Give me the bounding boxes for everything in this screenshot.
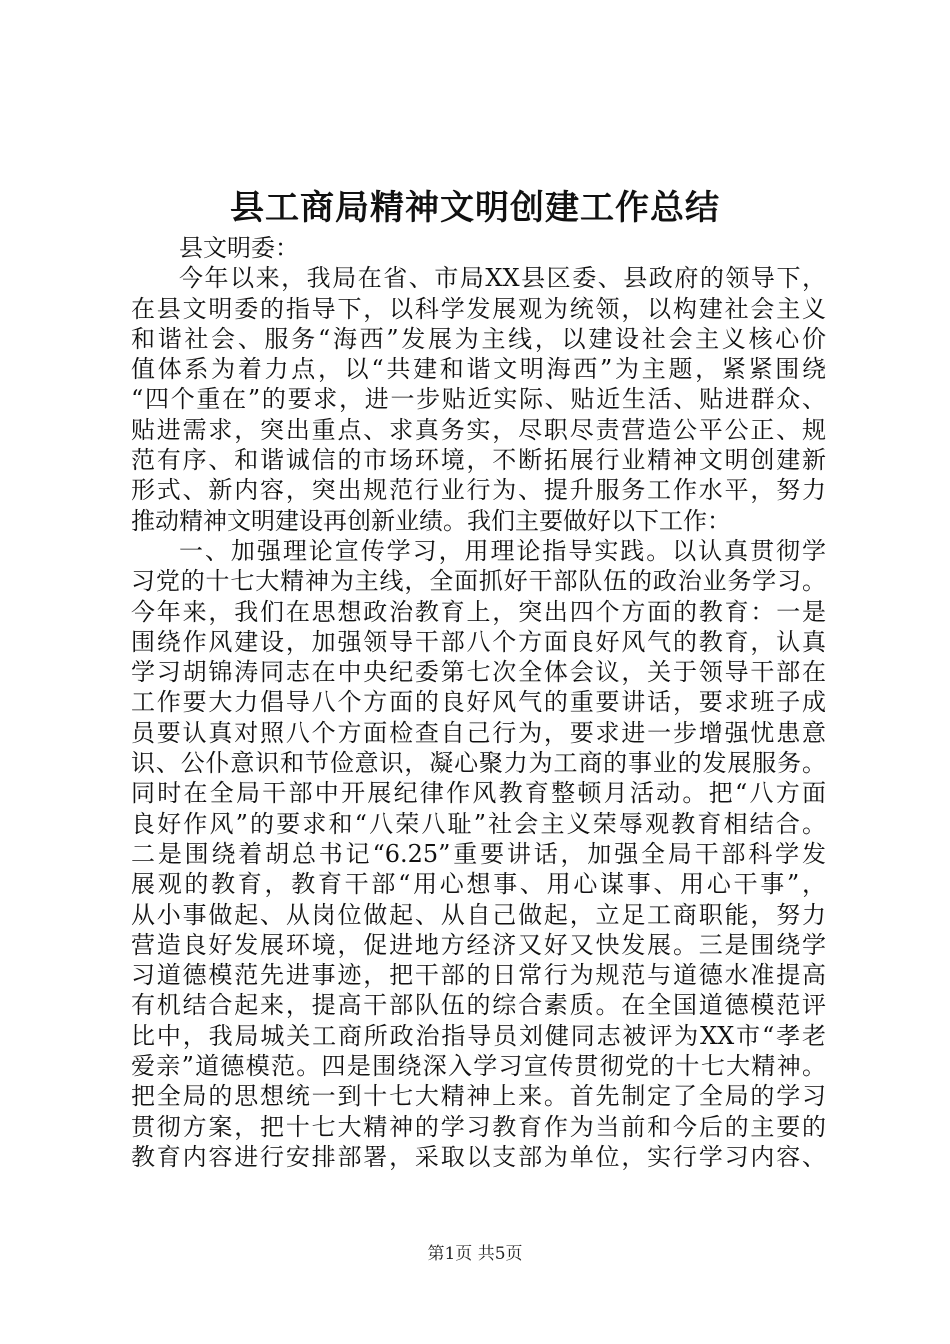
body-line: “四个重在”的要求，进一步贴近实际、贴近生活、贴进群众、 [131, 385, 826, 414]
body-line: 把全局的思想统一到十七大精神上来。首先制定了全局的学习 [131, 1082, 826, 1111]
body-line: 比中，我局城关工商所政治指导员刘健同志被评为XX市“孝老 [131, 1021, 826, 1050]
body-line: 在县文明委的指导下，以科学发展观为统领，以构建社会主义 [131, 294, 826, 323]
body-line: 员要认真对照八个方面检查自己行为，要求进一步增强忧患意 [131, 718, 826, 747]
body-line: 今年来，我们在思想政治教育上，突出四个方面的教育：一是 [131, 597, 826, 626]
body-line: 营造良好发展环境，促进地方经济又好又快发展。三是围绕学 [131, 930, 826, 959]
document-body [131, 233, 826, 1172]
body-line: 推动精神文明建设再创新业绩。我们主要做好以下工作： [131, 506, 731, 535]
body-line: 从小事做起、从岗位做起、从自己做起，立足工商职能，努力 [131, 900, 826, 929]
body-line: 贯彻方案，把十七大精神的学习教育作为当前和今后的主要的 [131, 1112, 826, 1141]
body-line: 爱亲”道德模范。四是围绕深入学习宣传贯彻党的十七大精神。 [131, 1052, 826, 1081]
body-line: 良好作风”的要求和“八荣八耻”社会主义荣辱观教育相结合。 [131, 809, 826, 838]
body-line: 县文明委： [179, 234, 299, 262]
body-line: 形式、新内容，突出规范行业行为、提升服务工作水平，努力 [131, 476, 826, 505]
body-line: 教育内容进行安排部署，采取以支部为单位，实行学习内容、 [131, 1142, 826, 1171]
body-line: 展观的教育，教育干部“用心想事、用心谋事、用心干事”， [131, 870, 826, 899]
body-line: 习道德模范先进事迹，把干部的日常行为规范与道德水准提高 [131, 961, 826, 990]
body-line: 值体系为着力点，以“共建和谐文明海西”为主题，紧紧围绕 [131, 355, 826, 384]
body-line: 贴进需求，突出重点、求真务实，尽职尽责营造公平公正、规 [131, 415, 826, 444]
body-line: 识、公仆意识和节俭意识，凝心聚力为工商的事业的发展服务。 [131, 749, 826, 778]
body-line: 一、加强理论宣传学习，用理论指导实践。以认真贯彻学 [179, 536, 826, 565]
body-line: 二是围绕着胡总书记“6.25”重要讲话，加强全局干部科学发 [131, 839, 826, 868]
body-line: 学习胡锦涛同志在中央纪委第七次全体会议，关于领导干部在 [131, 658, 826, 687]
body-line: 工作要大力倡导八个方面的良好风气的重要讲话，要求班子成 [131, 688, 826, 717]
body-line: 范有序、和谐诚信的市场环境，不断拓展行业精神文明创建新 [131, 446, 826, 475]
body-line: 和谐社会、服务“海西”发展为主线，以建设社会主义核心价 [131, 324, 826, 353]
body-line: 有机结合起来，提高干部队伍的综合素质。在全国道德模范评 [131, 991, 826, 1020]
body-line: 今年以来，我局在省、市局XX县区委、县政府的领导下， [179, 264, 826, 293]
body-line: 同时在全局干部中开展纪律作风教育整顿月活动。把“八方面 [131, 779, 826, 808]
body-line: 习党的十七大精神为主线，全面抓好干部队伍的政治业务学习。 [131, 567, 826, 596]
page-number: 第1页 共5页 [427, 1244, 523, 1264]
document-title: 县工商局精神文明创建工作总结 [230, 188, 720, 228]
body-line: 围绕作风建设，加强领导干部八个方面良好风气的教育，认真 [131, 627, 826, 656]
